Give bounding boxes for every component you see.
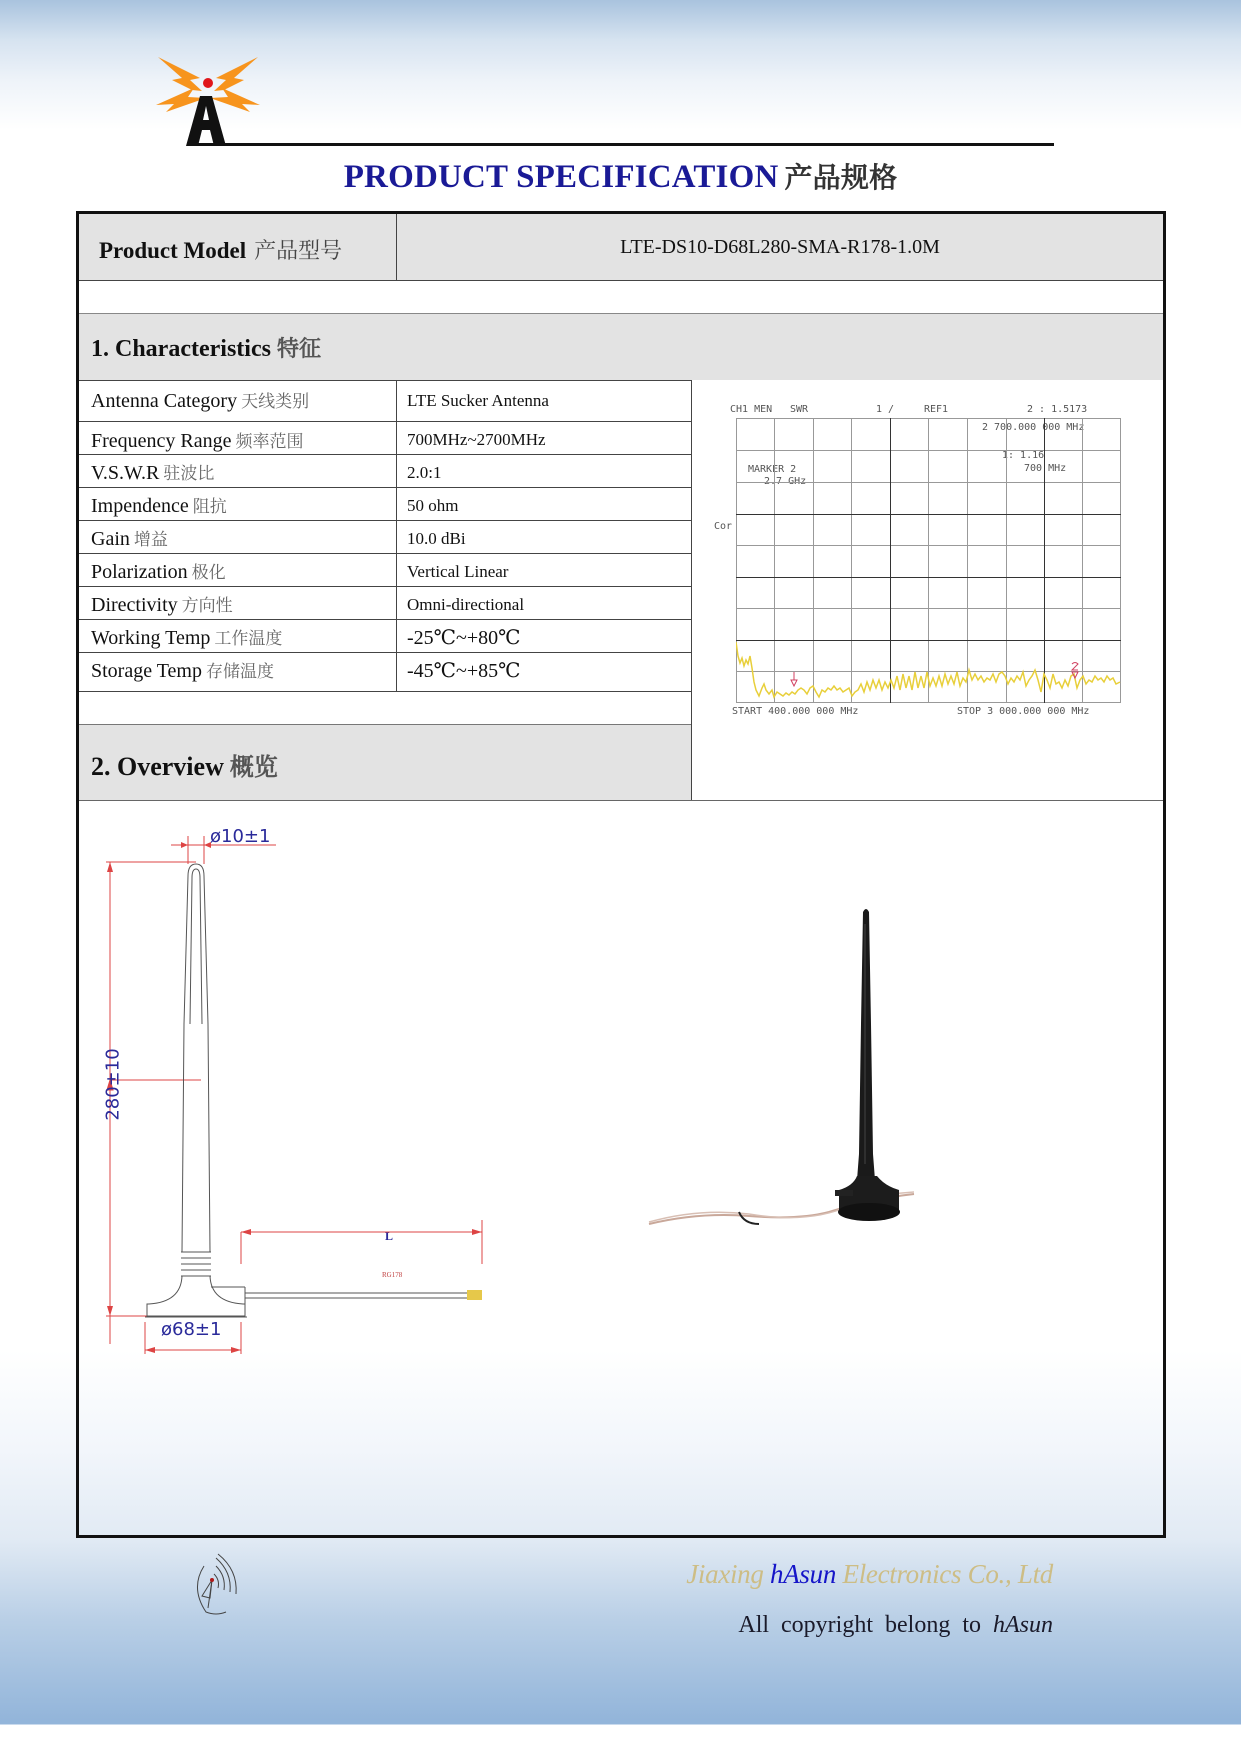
spec-value: LTE Sucker Antenna	[407, 391, 549, 410]
cable-length-dim: L	[385, 1229, 394, 1243]
characteristics-header	[79, 314, 1163, 380]
spec-value: -25℃~+80℃	[407, 627, 521, 649]
antenna-product-photo	[639, 894, 1019, 1294]
page-title: PRODUCT SPECIFICATION 产品规格	[343, 159, 898, 195]
spec-table	[76, 211, 1166, 1538]
copyright-notice: All copyright belong to hAsun	[738, 1612, 1053, 1638]
height-dim: 280±10	[102, 1048, 124, 1121]
cable-type-label: RG178	[382, 1271, 403, 1279]
vswr-chart	[692, 380, 1163, 800]
base-diameter-dim: ø68±1	[161, 1319, 222, 1340]
spec-label: Frequency Range 频率范围	[91, 430, 304, 452]
chart-marker-label: MARKER 2	[748, 464, 797, 475]
spec-value: 700MHz~2700MHz	[407, 430, 546, 449]
spec-value: 2.0:1	[407, 463, 442, 482]
spec-value: 50 ohm	[407, 496, 459, 515]
chart-marker1-freq: 700 MHz	[1024, 463, 1067, 474]
vswr-plot	[736, 418, 1122, 703]
product-model-value: LTE-DS10-D68L280-SMA-R178-1.0M	[620, 236, 940, 258]
spec-value: 10.0 dBi	[407, 529, 466, 548]
chart-marker-freq: 2.7 GHz	[764, 476, 807, 487]
chart-stop-label: STOP 3 000.000 000 MHz	[957, 706, 1090, 717]
overview-title: 2. Overview 概览	[91, 752, 278, 781]
chart-start-label: START 400.000 000 MHz	[732, 706, 859, 717]
spec-value: Omni-directional	[407, 595, 525, 614]
spec-value: -45℃~+85℃	[407, 660, 521, 682]
product-model-label: Product Model 产品型号	[99, 238, 343, 264]
marker-1-icon	[791, 672, 797, 686]
characteristics-title: 1. Characteristics 特征	[91, 336, 321, 362]
whip-diameter-dim: ø10±1	[210, 826, 271, 847]
chart-marker2-freq: 2 700.000 000 MHz	[982, 422, 1085, 433]
antenna-outline-drawing	[101, 824, 601, 1384]
spec-label: Storage Temp 存储温度	[91, 660, 274, 682]
spec-label: Directivity 方向性	[91, 594, 233, 616]
chart-ref-axis-label: Cor	[714, 521, 733, 532]
chart-ref-label: REF1	[924, 404, 949, 415]
spec-label: Polarization 极化	[91, 561, 226, 583]
spec-label: Impendence 阻抗	[91, 495, 227, 517]
spec-label: Antenna Category 天线类别	[91, 390, 310, 412]
product-model-row	[79, 214, 1163, 280]
dish-antenna-icon	[186, 1552, 250, 1616]
spec-value: Vertical Linear	[407, 562, 509, 581]
overview-header	[79, 725, 691, 800]
spec-label: Working Temp 工作温度	[91, 627, 283, 649]
chart-marker1-value: 1: 1.16	[1002, 450, 1045, 461]
chart-marker-readout: 2 : 1.5173	[1027, 404, 1088, 415]
spec-label: V.S.W.R 驻波比	[91, 462, 215, 484]
chart-channel-label: CH1 MEN	[730, 404, 773, 415]
chart-mode-label: SWR	[790, 404, 809, 415]
radio-tower-icon	[156, 50, 260, 150]
company-name: Jiaxing hAsun Electronics Co., Ltd	[686, 1559, 1053, 1589]
chart-scale-label: 1 /	[876, 404, 895, 415]
spec-label: Gain 增益	[91, 528, 168, 550]
header-rule	[188, 143, 1054, 146]
